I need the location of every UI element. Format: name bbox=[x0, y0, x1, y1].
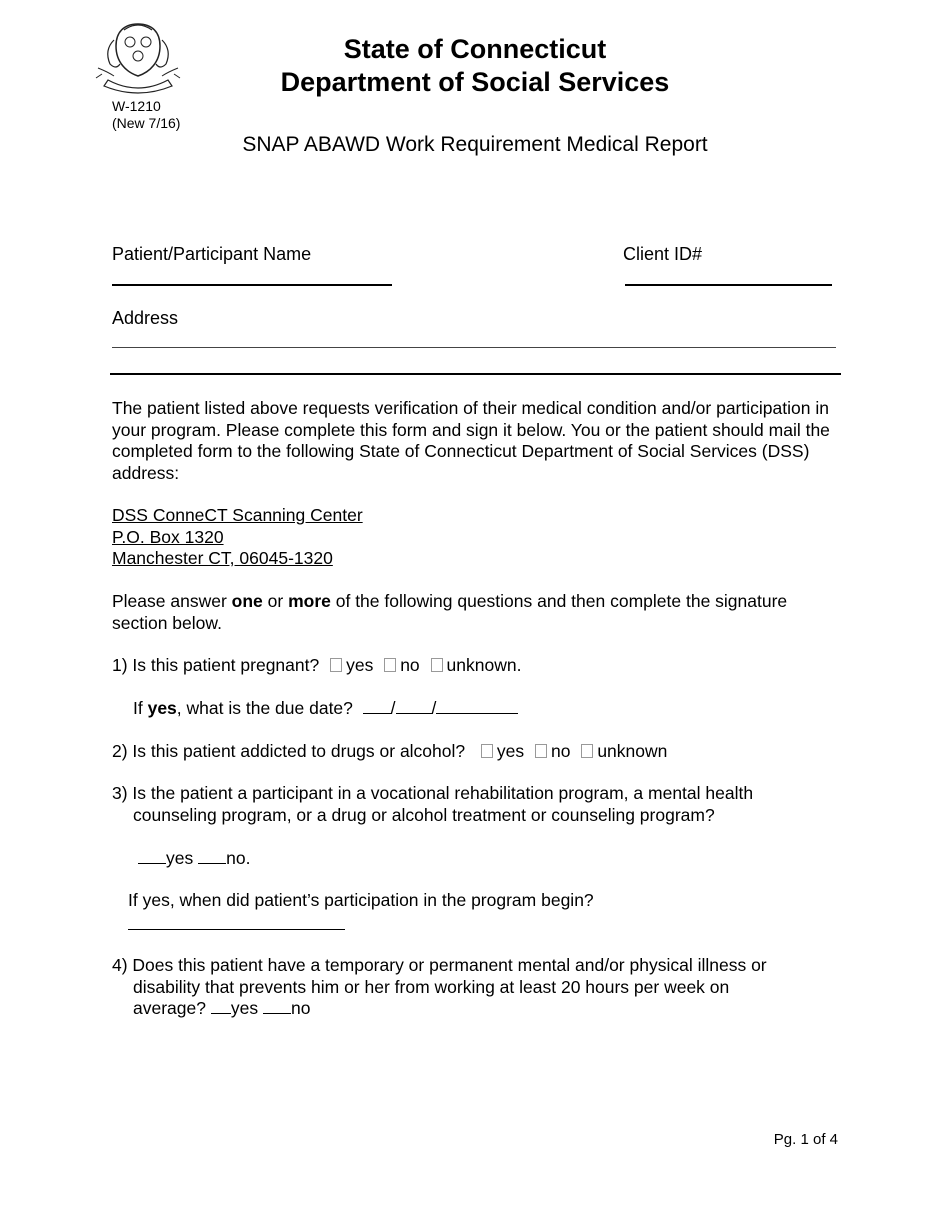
address-field[interactable] bbox=[112, 347, 836, 348]
address-line-1: DSS ConneCT Scanning Center bbox=[112, 505, 363, 525]
q4-no-label: no bbox=[290, 998, 311, 1018]
address-line-2: P.O. Box 1320 bbox=[112, 526, 224, 547]
q1-unknown-checkbox[interactable] bbox=[431, 658, 443, 672]
due-date-sep-1: / bbox=[390, 698, 396, 718]
q1-followup-bold: yes bbox=[147, 698, 177, 718]
q2-text: 2) Is this patient addicted to drugs or alcohol? bbox=[112, 741, 466, 761]
due-date-day-field[interactable] bbox=[396, 699, 432, 714]
due-date-year-field[interactable] bbox=[436, 699, 518, 714]
q3-no-blank[interactable] bbox=[198, 849, 226, 864]
client-id-field[interactable] bbox=[625, 284, 832, 286]
q1-due-date-row bbox=[133, 698, 518, 720]
q3-start-date-field[interactable] bbox=[128, 929, 345, 930]
title-line-1: State of Connecticut bbox=[343, 34, 607, 64]
q4-line-3 bbox=[133, 998, 310, 1020]
due-date-month-field[interactable] bbox=[363, 699, 391, 714]
q3-yes-label: yes bbox=[166, 848, 194, 868]
form-number: W-1210 bbox=[112, 98, 161, 114]
form-subtitle: SNAP ABAWD Work Requirement Medical Report bbox=[242, 133, 708, 156]
q1-text: 1) Is this patient pregnant? bbox=[112, 655, 320, 675]
q1-unknown-label: unknown. bbox=[446, 655, 522, 675]
mailing-address bbox=[112, 505, 363, 570]
question-1 bbox=[112, 655, 521, 677]
q3-answers bbox=[138, 848, 250, 870]
due-date-sep-2: / bbox=[431, 698, 437, 718]
page-number: Pg. 1 of 4 bbox=[773, 1131, 838, 1148]
address-label: Address bbox=[112, 308, 179, 328]
q2-unknown-checkbox[interactable] bbox=[581, 744, 593, 758]
q1-yes-checkbox[interactable] bbox=[330, 658, 342, 672]
q2-no-label: no bbox=[550, 741, 571, 761]
instructions-middle: or bbox=[262, 591, 289, 611]
instructions-bold-one: one bbox=[231, 591, 263, 611]
q3-yes-blank[interactable] bbox=[138, 849, 166, 864]
client-id-label: Client ID# bbox=[623, 244, 703, 264]
q2-no-checkbox[interactable] bbox=[535, 744, 547, 758]
section-divider bbox=[110, 373, 841, 375]
q3-no-label: no. bbox=[226, 848, 251, 868]
q1-no-checkbox[interactable] bbox=[384, 658, 396, 672]
q3-line-1: 3) Is the patient a participant in a vocational rehabilitation program, a mental health bbox=[112, 783, 754, 803]
intro-paragraph: The patient listed above requests verification of their medical condition and/or participation in your program. Please complete this form and sign it below. You or the patient should mail the completed form to the following State of Connecticut Department of Social Services (DSS) address: bbox=[112, 398, 830, 483]
instructions bbox=[112, 591, 842, 634]
q1-no-label: no bbox=[400, 655, 420, 675]
q2-yes-label: yes bbox=[496, 741, 525, 761]
q4-yes-label: yes bbox=[230, 998, 259, 1018]
address-line-3: Manchester CT, 06045-1320 bbox=[112, 548, 333, 568]
instructions-prefix: Please answer bbox=[112, 591, 232, 611]
title-line-2: Department of Social Services bbox=[280, 67, 670, 97]
q4-line-2: disability that prevents him or her from working at least 20 hours per week on bbox=[133, 977, 730, 997]
q1-followup-suffix: , what is the due date? bbox=[176, 698, 353, 718]
form-revision: (New 7/16) bbox=[112, 115, 181, 131]
q4-line-3-prefix: average? bbox=[133, 998, 206, 1018]
patient-name-label: Patient/Participant Name bbox=[112, 244, 312, 264]
question-2 bbox=[112, 741, 667, 763]
instructions-bold-more: more bbox=[288, 591, 331, 611]
q1-yes-label: yes bbox=[346, 655, 374, 675]
patient-name-field[interactable] bbox=[112, 284, 392, 286]
q4-yes-blank[interactable] bbox=[211, 999, 231, 1014]
q3-followup: If yes, when did patient’s participation in the program begin? bbox=[128, 890, 594, 910]
state-seal-logo bbox=[94, 20, 182, 96]
q3-line-2: counseling program, or a drug or alcohol treatment or counseling program? bbox=[133, 805, 715, 825]
q2-yes-checkbox[interactable] bbox=[481, 744, 493, 758]
form-number-block bbox=[112, 98, 180, 132]
instructions-suffix: of the following questions and then complete the signature section below. bbox=[112, 591, 788, 633]
q4-line-1: 4) Does this patient have a temporary or permanent mental and/or physical illness or bbox=[112, 955, 767, 975]
q2-unknown-label: unknown bbox=[597, 741, 668, 761]
q4-no-blank[interactable] bbox=[263, 999, 291, 1014]
q1-followup-prefix: If bbox=[133, 698, 148, 718]
